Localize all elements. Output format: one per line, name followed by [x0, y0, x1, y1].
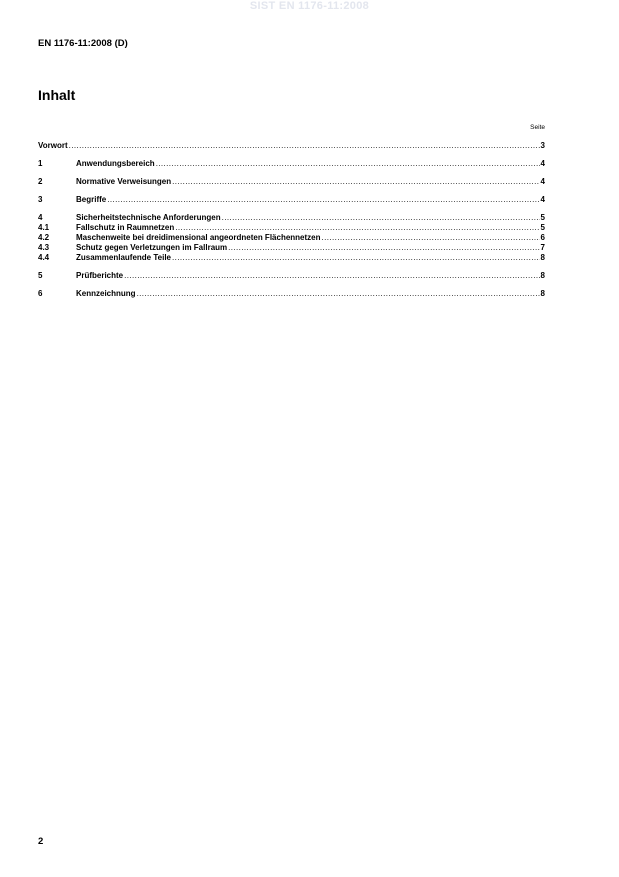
toc-leader — [172, 177, 539, 187]
toc-page: 5 — [540, 213, 545, 222]
toc-leader — [322, 233, 540, 243]
toc-page: 8 — [540, 271, 545, 280]
toc-title: Fallschutz in Raumnetzen — [76, 223, 175, 232]
toc-title: Vorwort — [38, 141, 68, 150]
toc-page: 8 — [540, 289, 545, 298]
page-column-label: Seite — [530, 124, 545, 131]
toc-entry[interactable] — [38, 233, 545, 243]
toc-title: Maschenweite bei dreidimensional angeordneten Flächennetzen — [76, 233, 321, 242]
toc-entry[interactable] — [38, 213, 545, 223]
toc-page: 8 — [540, 253, 545, 262]
toc-number: 4 — [38, 213, 43, 222]
toc-leader — [107, 195, 539, 205]
toc-leader — [222, 213, 540, 223]
toc-leader — [175, 223, 539, 233]
toc-title: Schutz gegen Verletzungen im Fallraum — [76, 243, 228, 252]
toc-number: 2 — [38, 177, 43, 186]
toc-entry[interactable] — [38, 195, 545, 205]
toc-number: 4.3 — [38, 243, 50, 252]
toc-title: Zusammenlaufende Teile — [76, 253, 171, 262]
toc-leader — [172, 253, 540, 263]
toc-leader — [137, 289, 540, 299]
toc-number: 4.2 — [38, 233, 50, 242]
toc-number: 5 — [38, 271, 43, 280]
toc-title: Kennzeichnung — [76, 289, 136, 298]
toc-number: 4.1 — [38, 223, 50, 232]
toc-title: Anwendungsbereich — [76, 159, 155, 168]
toc-title: Normative Verweisungen — [76, 177, 172, 186]
page-number: 2 — [38, 836, 44, 847]
toc-page: 7 — [540, 243, 545, 252]
toc-page: 4 — [540, 177, 545, 186]
toc-leader — [69, 141, 540, 151]
toc-number: 3 — [38, 195, 43, 204]
watermark: SIST EN 1176-11:2008 — [249, 0, 370, 12]
toc-leader — [156, 159, 540, 169]
toc-number: 4.4 — [38, 253, 50, 262]
toc-page: 4 — [540, 195, 545, 204]
toc-page: 4 — [540, 159, 545, 168]
toc-page: 6 — [540, 233, 545, 242]
toc-title: Begriffe — [76, 195, 107, 204]
page-title: Inhalt — [38, 87, 76, 103]
toc-entry[interactable] — [38, 289, 545, 299]
toc-entry[interactable] — [38, 223, 545, 233]
toc-entry-vorwort[interactable] — [38, 141, 545, 151]
table-of-contents — [38, 141, 545, 299]
toc-entry[interactable] — [38, 159, 545, 169]
toc-title: Sicherheitstechnische Anforderungen — [76, 213, 221, 222]
toc-number: 1 — [38, 159, 43, 168]
toc-entry[interactable] — [38, 253, 545, 263]
toc-page: 5 — [540, 223, 545, 232]
toc-number: 6 — [38, 289, 43, 298]
toc-entry[interactable] — [38, 271, 545, 281]
document-id: EN 1176-11:2008 (D) — [38, 38, 128, 49]
toc-leader — [124, 271, 539, 281]
toc-leader — [228, 243, 539, 253]
toc-entry[interactable] — [38, 177, 545, 187]
toc-page: 3 — [540, 141, 545, 150]
toc-entry[interactable] — [38, 243, 545, 253]
toc-title: Prüfberichte — [76, 271, 124, 280]
